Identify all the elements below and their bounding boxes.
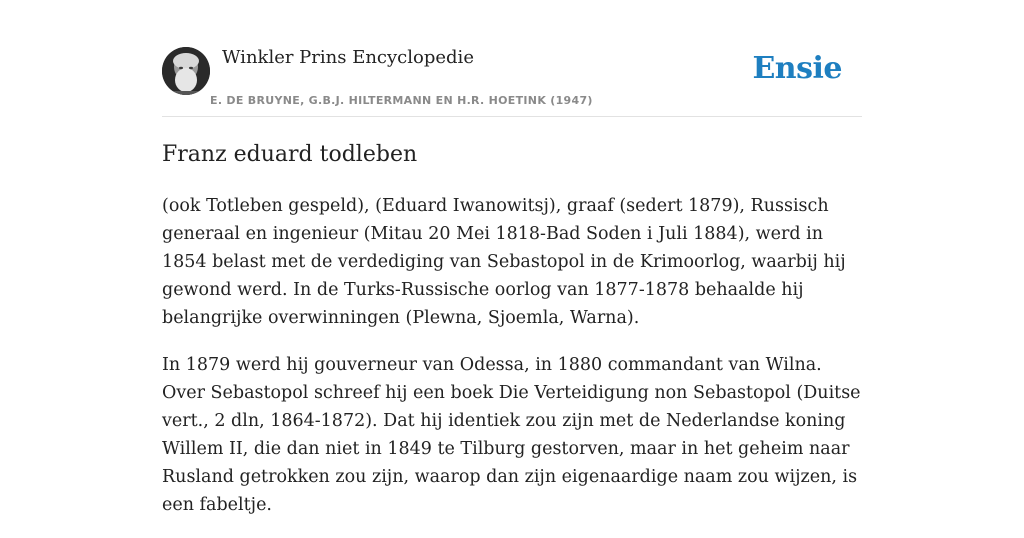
entry-paragraph: (ook Totleben gespeld), (Eduard Iwanowitsj), graaf (sedert 1879), Russisch generaal en ingenieur (Mitau 20 Mei 1818-Bad Soden i Juli 1884), werd in 1854 belast met de verdediging van Sebastopol in de Krimoorlog, waarbij hij gewond werd. In de Turks-Russische oorlog van 1877-1878 behaalde hij belangrijke overwinningen (Plewna, Sjoemla, Warna). bbox=[162, 196, 846, 328]
book-title[interactable]: Winkler Prins Encyclopedie bbox=[222, 47, 474, 68]
book-authors: E. DE BRUYNE, G.B.J. HILTERMANN EN H.R. HOETINK (1947) bbox=[210, 94, 593, 107]
entry-body bbox=[162, 192, 862, 538]
page bbox=[162, 0, 862, 515]
author-avatar[interactable] bbox=[162, 47, 210, 95]
portrait-icon bbox=[162, 47, 210, 95]
brand-logo-link[interactable]: Ensie bbox=[752, 51, 842, 86]
source-header bbox=[162, 0, 862, 117]
entry-title: Franz eduard todleben bbox=[162, 142, 418, 167]
entry-paragraph: In 1879 werd hij gouverneur van Odessa, in 1880 commandant van Wilna. Over Sebastopol schreef hij een boek Die Verteidigung non Sebastopol (Duitse vert., 2 dln, 1864-1872). Dat hij identiek zou zijn met de Nederlandse koning Willem II, die dan niet in 1849 te Tilburg gestorven, maar in het geheim naar Rusland getrokken zou zijn, waarop dan zijn eigenaardige naam zou wijzen, is een fabeltje. bbox=[162, 355, 861, 515]
